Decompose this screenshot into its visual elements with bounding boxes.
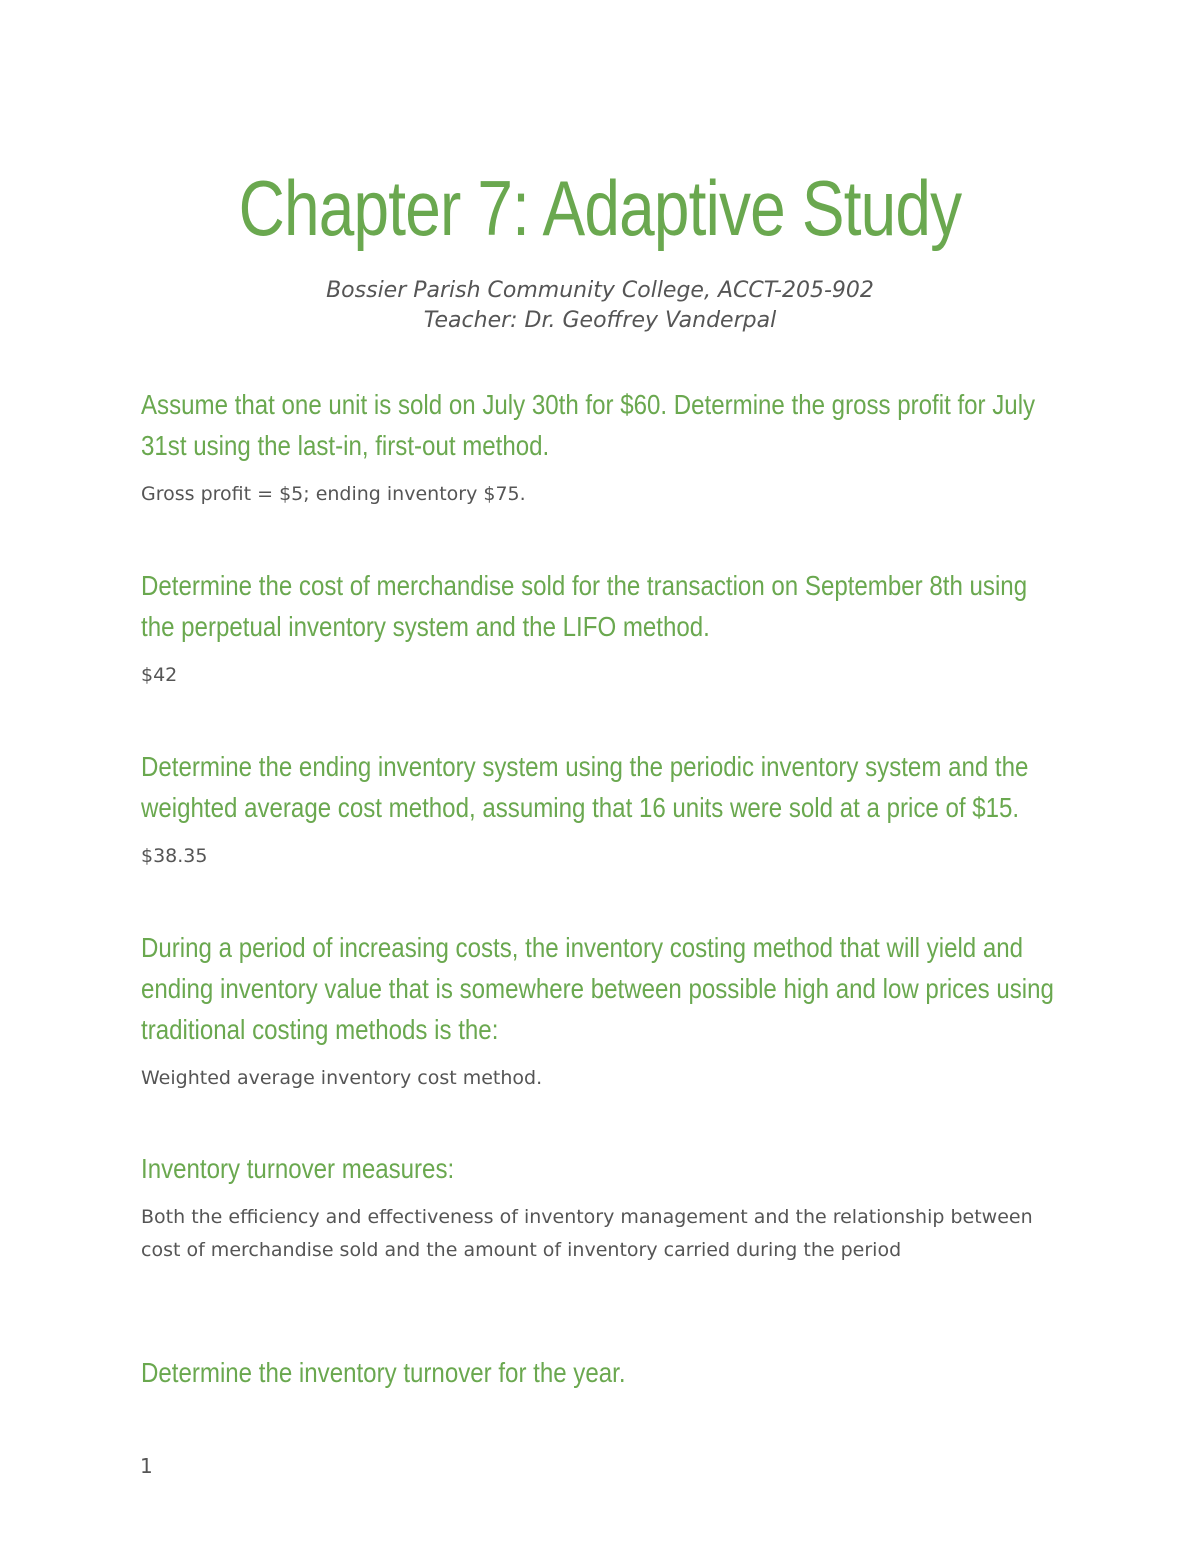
answer-3: $38.35 bbox=[141, 845, 208, 867]
answer-2: $42 bbox=[141, 664, 178, 686]
qa-block-5 bbox=[141, 1148, 1061, 1267]
answer-1: Gross profit = $5; ending inventory $75. bbox=[141, 483, 526, 505]
qa-block-1 bbox=[141, 384, 1061, 511]
page-title: Chapter 7: Adaptive Study bbox=[238, 164, 962, 252]
question-5: Inventory turnover measures: bbox=[141, 1153, 455, 1184]
answer-4: Weighted average inventory cost method. bbox=[141, 1067, 543, 1089]
answer-5: Both the efficiency and effectiveness of inventory management and the relationship between cost of merchandise sold and the amount of inventory carried during the period bbox=[141, 1206, 1033, 1261]
page-number: 1 bbox=[140, 1454, 153, 1478]
question-1: Assume that one unit is sold on July 30th for $60. Determine the gross profit for July 31st using the last-in, first-out method. bbox=[141, 389, 1036, 461]
qa-block-3 bbox=[141, 746, 1061, 873]
question-2: Determine the cost of merchandise sold for the transaction on September 8th using the perpetual inventory system and the LIFO method. bbox=[141, 570, 1028, 642]
question-3: Determine the ending inventory system using the periodic inventory system and the weighted average cost method, assuming that 16 units were sold at a price of $15. bbox=[141, 751, 1029, 823]
subtitle-teacher: Teacher: Dr. Geoffrey Vanderpal bbox=[423, 308, 777, 333]
subtitle-institution: Bossier Parish Community College, ACCT-205-902 bbox=[326, 278, 874, 303]
question-4: During a period of increasing costs, the inventory costing method that will yield and ending inventory value that is somewhere between possible high and low prices using traditional costing methods is the: bbox=[141, 932, 1054, 1045]
qa-block-4 bbox=[141, 927, 1061, 1095]
question-6: Determine the inventory turnover for the year. bbox=[141, 1357, 626, 1388]
qa-block-6 bbox=[141, 1352, 1061, 1393]
qa-block-2 bbox=[141, 565, 1061, 692]
